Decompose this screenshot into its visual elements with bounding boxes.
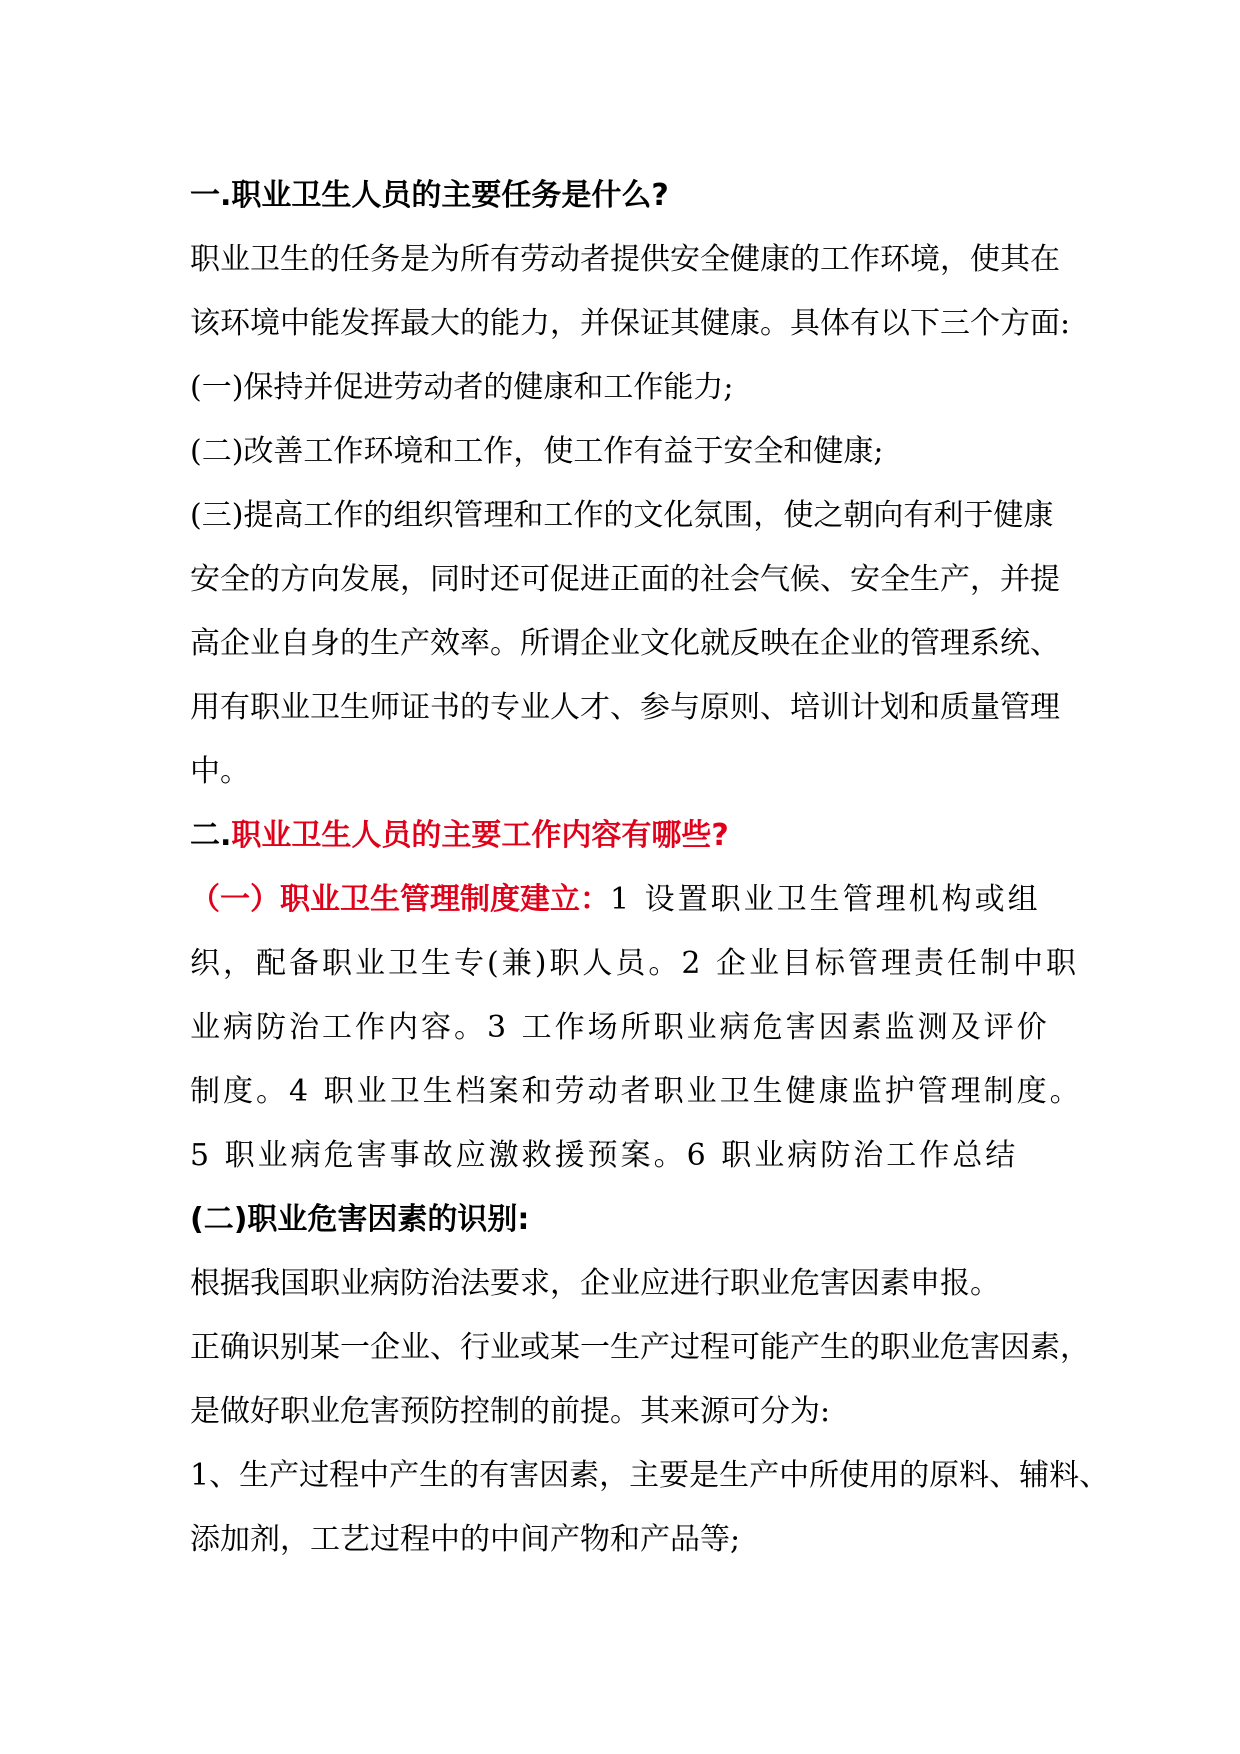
- section2-heading-prefix: 二.: [190, 818, 232, 853]
- section1-line-6: 安全的方向发展，同时还可促进正面的社会气候、安全生产，并提: [190, 562, 1060, 597]
- section1-heading: 一.职业卫生人员的主要任务是什么?: [190, 178, 669, 213]
- section1-line-1: 职业卫生的任务是为所有劳动者提供安全健康的工作环境，使其在: [190, 242, 1060, 277]
- section1-line-9: 中。: [190, 754, 250, 789]
- sub1-line-4: 制度。4 职业卫生档案和劳动者职业卫生健康监护管理制度。: [190, 1074, 1083, 1109]
- sub2-line-1: 根据我国职业病防治法要求，企业应进行职业危害因素申报。: [190, 1266, 1000, 1301]
- section2-heading: [190, 814, 1090, 858]
- sub1-first-line-rest: 1 设置职业卫生管理机构或组: [610, 882, 1041, 917]
- section2-heading-text: 职业卫生人员的主要工作内容有哪些?: [231, 818, 729, 853]
- sub2-heading: (二)职业危害因素的识别:: [190, 1202, 530, 1237]
- section1-line-3: (一)保持并促进劳动者的健康和工作能力;: [190, 370, 734, 405]
- sub2-line-2: 正确识别某一企业、行业或某一生产过程可能产生的职业危害因素，: [190, 1330, 1090, 1365]
- section1-line-4: (二)改善工作环境和工作，使工作有益于安全和健康;: [190, 434, 884, 469]
- section1-line-7: 高企业自身的生产效率。所谓企业文化就反映在企业的管理系统、: [190, 626, 1060, 661]
- section1-line-8: 用有职业卫生师证书的专业人才、参与原则、培训计划和质量管理: [190, 690, 1060, 725]
- sub1-line-5: 5 职业病危害事故应激救援预案。6 职业病防治工作总结: [190, 1138, 1019, 1173]
- section1-line-2: 该环境中能发挥最大的能力，并保证其健康。具体有以下三个方面:: [190, 306, 1071, 341]
- sub1-line-2: 织，配备职业卫生专(兼)职人员。2 企业目标管理责任制中职: [190, 946, 1080, 981]
- section1-line-5: (三)提高工作的组织管理和工作的文化氛围，使之朝向有利于健康: [190, 498, 1054, 533]
- sub2-line-3: 是做好职业危害预防控制的前提。其来源可分为:: [190, 1394, 831, 1429]
- sub2-line-5: 添加剂，工艺过程中的中间产物和产品等;: [190, 1522, 741, 1557]
- sub1-line-3: 业病防治工作内容。3 工作场所职业病危害因素监测及评价: [190, 1010, 1050, 1045]
- sub2-line-4: 1、生产过程中产生的有害因素，主要是生产中所使用的原料、辅料、: [190, 1458, 1110, 1493]
- sub1-label: （一）职业卫生管理制度建立：: [190, 882, 610, 917]
- sub1-first-line: [190, 878, 1090, 922]
